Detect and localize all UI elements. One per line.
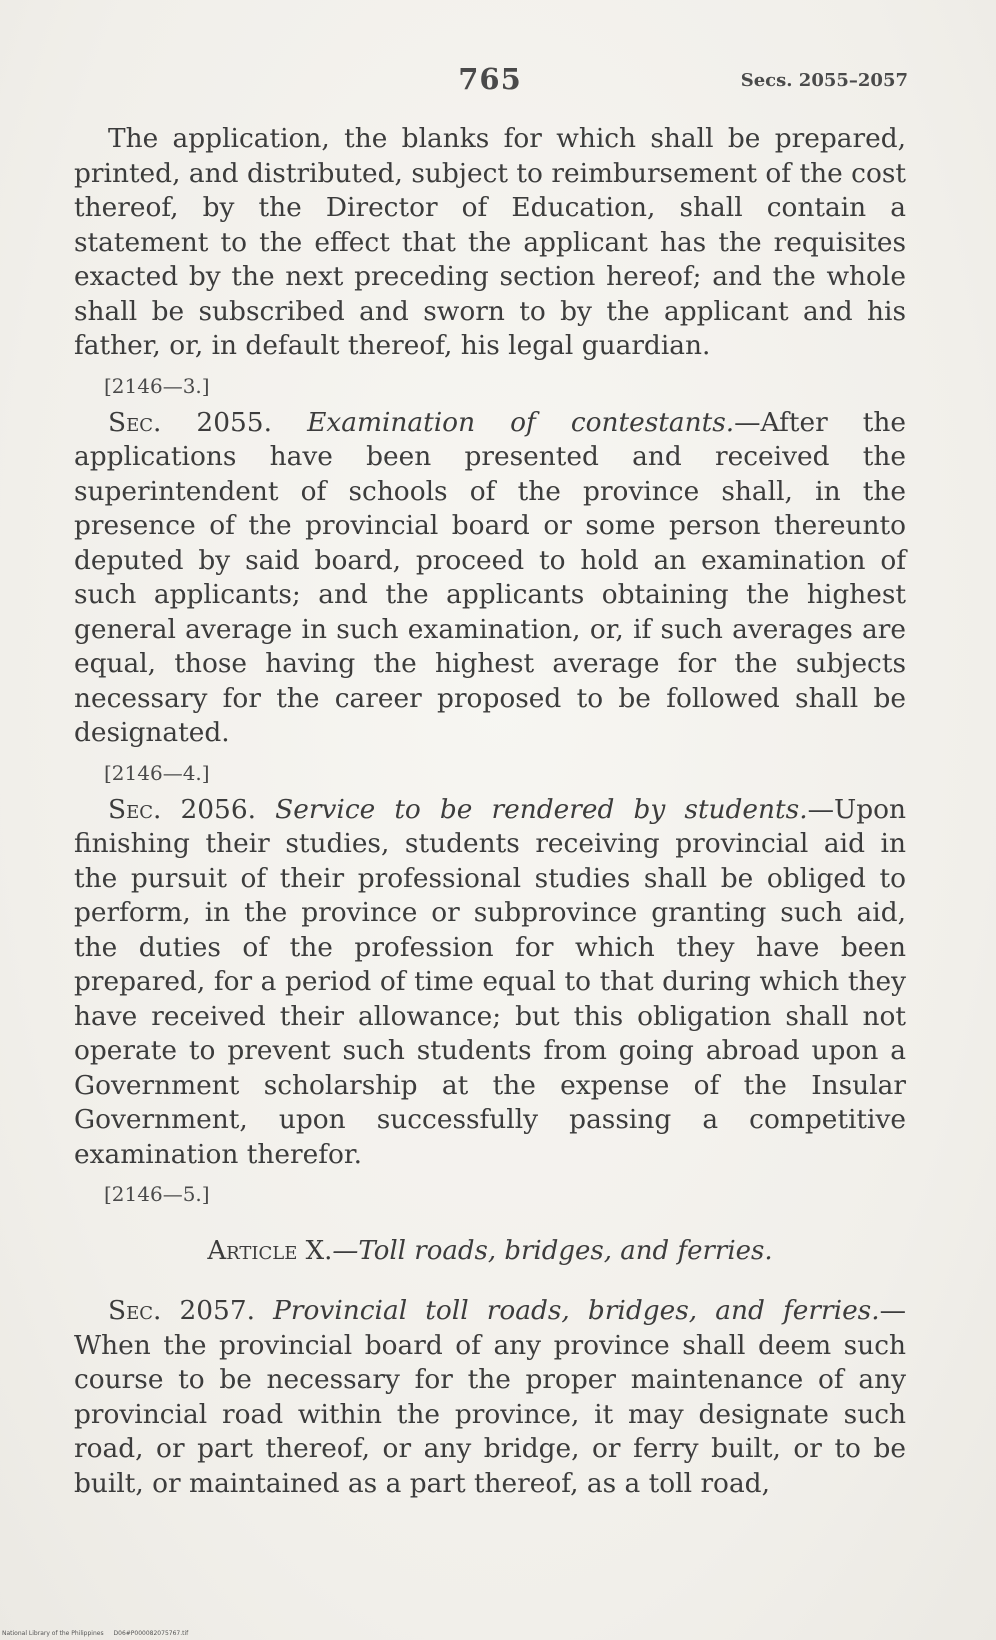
section-title: Provincial toll roads, bridges, and ferries. — [273, 1295, 880, 1326]
section-title: Examination of contestants. — [307, 406, 735, 438]
page-number: 765 — [458, 62, 522, 96]
section-label: Sec. 2057. — [108, 1295, 256, 1326]
section-2057 — [74, 1294, 906, 1501]
library-credit: National Library of the Philippines — [2, 1630, 104, 1637]
source-reference: [2146—5.] — [104, 1182, 210, 1206]
page-header — [72, 62, 908, 102]
article-title: —Toll roads, bridges, and ferries. — [332, 1236, 773, 1266]
section-label: Sec. 2056. — [108, 793, 257, 825]
section-body: —After the applications have been presented and received the superintendent of schools of the province shall, in the presence of the provincial board or some person thereunto deputed by said board, proceed to hold an examination of such applicants; and the applicants obtaining the highest general average in such examination, or, if such averages are equal, those having the highest average for the subjects necessary for the career proposed to be followed shall be designated. — [74, 406, 907, 748]
section-body: —Upon finishing their studies, students receiving provincial aid in the pursuit of their professional studies shall be obliged to perform, in the province or subprovince granting such aid, the duties of the profession for which they have been prepared, for a period of time equal to that during which they have received their allowance; but this obligation shall not operate to prevent such students from going abroad upon a Government scholarship at the expense of the Insular Government, upon successfully passing a competitive examination therefor. — [74, 793, 907, 1170]
paragraph-application: The application, the blanks for which shall be prepared, printed, and distributed, subject to reimbursement of the cost thereof, by the Director of Education, shall contain a statement to the effect that the applicant has the requisites exacted by the next preceding section hereof; and the whole shall be subscribed and sworn to by the applicant and his father, or, in default thereof, his legal guardian. — [74, 123, 906, 361]
section-title: Service to be rendered by students. — [275, 793, 808, 825]
section-2056 — [74, 793, 906, 1173]
section-range: Secs. 2055–2057 — [740, 70, 908, 91]
body-text — [74, 122, 906, 1501]
article-label: Article X. — [207, 1236, 333, 1266]
scan-footer — [2, 1630, 196, 1637]
section-2055 — [74, 406, 906, 751]
file-code: D06#P000082075767.tif — [113, 1630, 189, 1637]
article-heading — [74, 1234, 906, 1268]
source-reference: [2146—4.] — [104, 760, 210, 785]
section-body: — When the provincial board of any province shall deem such course to be necessary for the proper maintenance of any provincial road within the province, it may designate such road, or part thereof, or any bridge, or ferry built, or to be built, or maintained as a part thereof, as a toll road, — [74, 1295, 907, 1499]
source-reference: [2146—3.] — [104, 373, 210, 398]
section-label: Sec. 2055. — [108, 406, 272, 438]
